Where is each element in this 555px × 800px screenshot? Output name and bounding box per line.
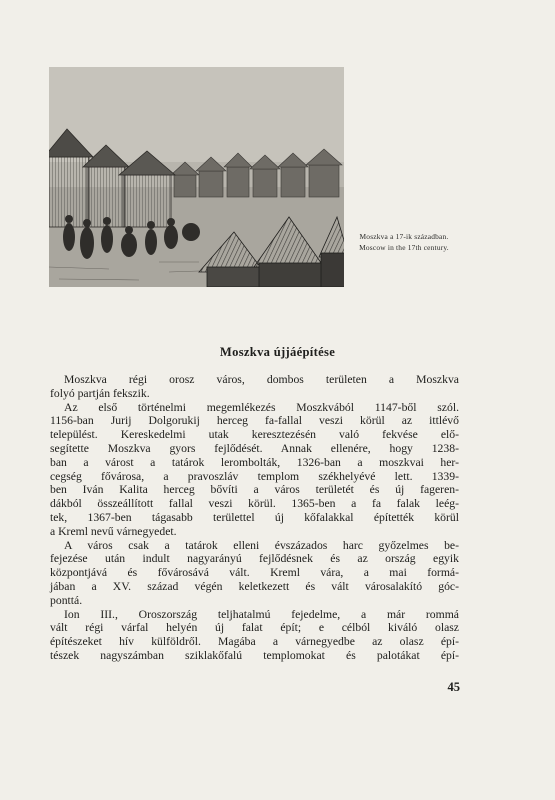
- figure-caption: [352, 232, 456, 252]
- paragraph-line: Ion III., Oroszország teljhatalmú fejedelme, a már rommá: [64, 607, 459, 621]
- caption-english: Moscow in the 17th century.: [359, 243, 449, 253]
- paragraph-line: jában a XV. század végén keletkezett és vált városalakító góc-: [50, 579, 459, 593]
- paragraph-line: dákból összeállított fallal veszi körül. 1365-ben a fa falak leég-: [50, 497, 459, 511]
- paragraph-line: ponttá.: [50, 593, 83, 607]
- paragraph-line: ben Iván Kalita herceg bővíti a város területét és új fageren-: [50, 483, 459, 497]
- paragraph-line: folyó partján fekszik.: [50, 386, 150, 400]
- paragraph-line: építészeket hív külföldről. Magába a várnegyedbe az olasz épí-: [50, 635, 459, 649]
- paragraph-line: vált régi várfal helyén új falat épít; e célból kiváló olasz: [50, 621, 459, 635]
- paragraph-line: cegség fővárosa, a pravoszláv templom székhelyévé lett. 1339-: [50, 469, 459, 483]
- page-number: 45: [447, 680, 460, 694]
- paragraph-line: segítette Moszkva gyors fejlődését. Annak ellenére, hogy 1238-: [50, 441, 459, 455]
- paragraph-line: Az első történelmi megemlékezés Moszkvából 1147-ből szól.: [64, 400, 459, 414]
- engraving-illustration: [49, 67, 344, 287]
- paragraph-line: tészek nagyszámban sziklakőfalú templomokat és palotákat épí-: [50, 648, 459, 662]
- paragraph-line: 1156-ban Jurij Dolgorukij herceg fa-fallal veszi körül az ittlévő: [50, 414, 459, 428]
- paragraph-line: a Kreml nevű várnegyedet.: [50, 524, 177, 538]
- body-text: [50, 373, 459, 663]
- section-heading: Moszkva újjáépítése: [219, 345, 336, 359]
- paragraph-line: A város csak a tatárok elleni évszázados harc győzelmes be-: [64, 538, 459, 552]
- paragraph-line: központjává és fővárosává vált. Kreml vára, a mai formá-: [50, 566, 459, 580]
- paragraph-line: Moszkva régi orosz város, dombos területen a Moszkva: [64, 373, 459, 386]
- paragraph-line: fejezése után indult nagyarányú fejlődésnek és az ország egyik: [50, 552, 459, 566]
- paragraph-line: ban a várost a tatárok lerombolták, 1326-ban a moszkvai her-: [50, 455, 459, 469]
- moscow-engraving-image: [49, 67, 344, 287]
- paragraph-line: tek, 1367-ben tágasabb területtel új kőfalakkal építették körül: [50, 510, 459, 524]
- caption-hungarian: Moszkva a 17-ik században.: [359, 232, 449, 241]
- paragraph-line: települést. Kereskedelmi utak keresztezésén való fekvése elő-: [50, 428, 459, 442]
